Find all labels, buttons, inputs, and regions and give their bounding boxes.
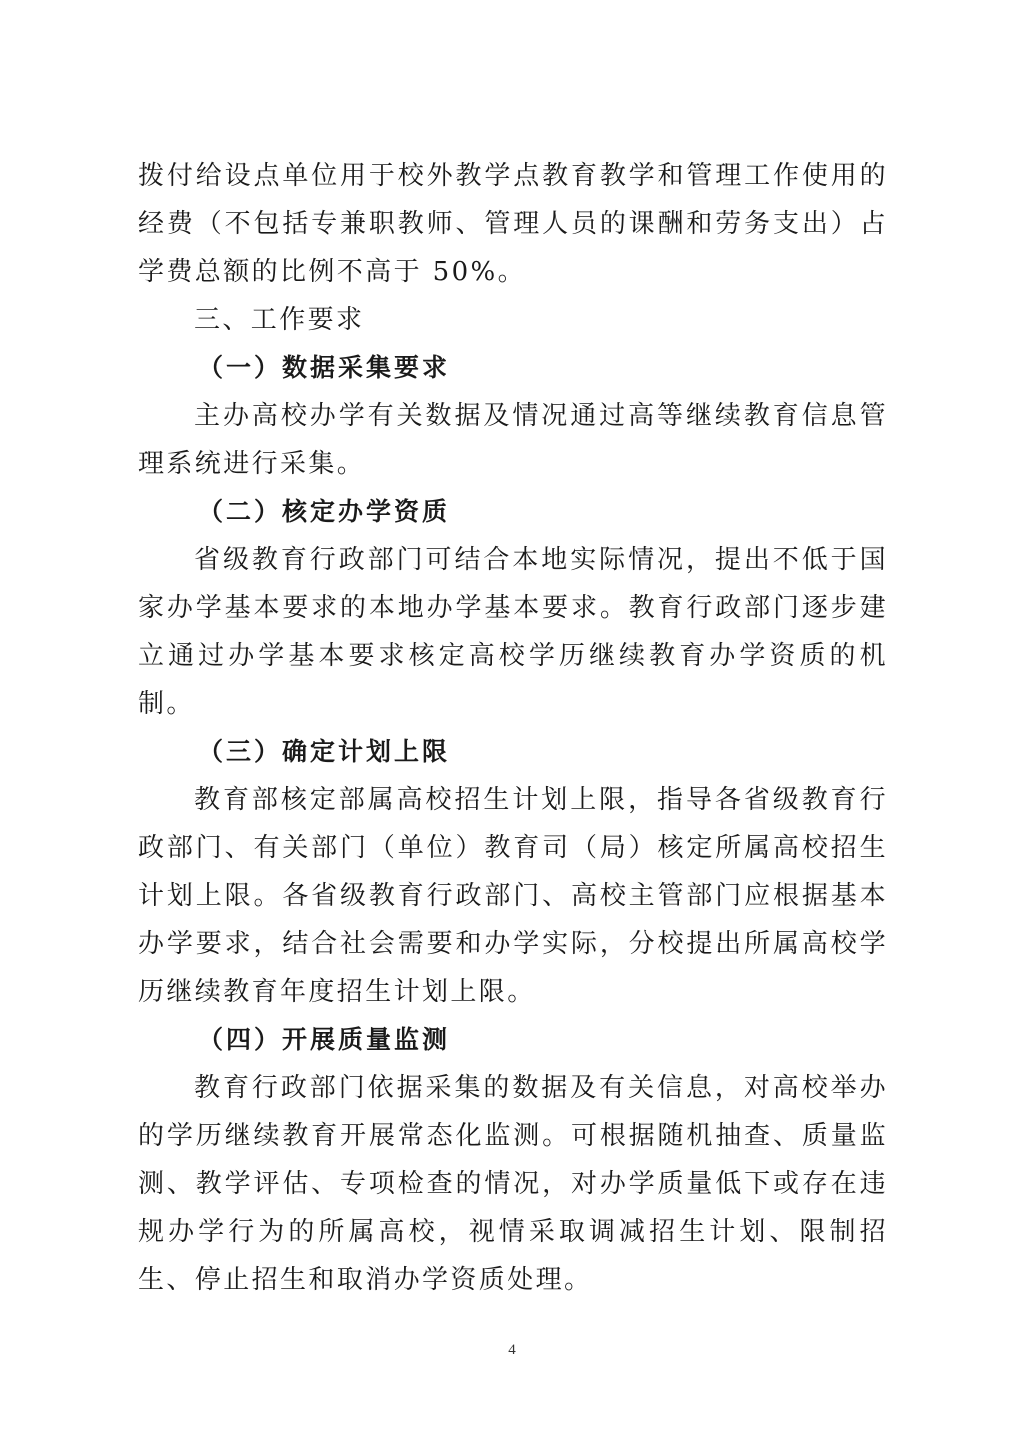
subsection-body-1: 主办高校办学有关数据及情况通过高等继续教育信息管理系统进行采集。 <box>138 401 888 479</box>
subsection-body-3: 教育部核定部属高校招生计划上限，指导各省级教育行政部门、有关部门（单位）教育司（局）核定所属高校招生计划上限。各省级教育行政部门、高校主管部门应根据基本办学要求，结合社会需要和办学实际，分校提出所属高校学历继续教育年度招生计划上限。 <box>138 785 888 1007</box>
section-title: 三、工作要求 <box>194 305 365 335</box>
subsection-title-3: （三）确定计划上限 <box>198 737 451 766</box>
paragraph-continued: 拨付给设点单位用于校外教学点教育教学和管理工作使用的经费（不包括专兼职教师、管理人员的课酬和劳务支出）占学费总额的比例不高于 50%。 <box>138 161 888 287</box>
subsection-body-2: 省级教育行政部门可结合本地实际情况，提出不低于国家办学基本要求的本地办学基本要求。教育行政部门逐步建立通过办学基本要求核定高校学历继续教育办学资质的机制。 <box>138 545 888 719</box>
page-number: 4 <box>508 1342 516 1358</box>
subsection-title-2: （二）核定办学资质 <box>198 497 451 526</box>
subsection-title-4: （四）开展质量监测 <box>198 1025 451 1054</box>
document-body <box>138 152 888 1304</box>
subsection-body-4: 教育行政部门依据采集的数据及有关信息，对高校举办的学历继续教育开展常态化监测。可根据随机抽查、质量监测、教学评估、专项检查的情况，对办学质量低下或存在违规办学行为的所属高校，视情采取调减招生计划、限制招生、停止招生和取消办学资质处理。 <box>138 1073 888 1295</box>
subsection-title-1: （一）数据采集要求 <box>198 353 451 382</box>
